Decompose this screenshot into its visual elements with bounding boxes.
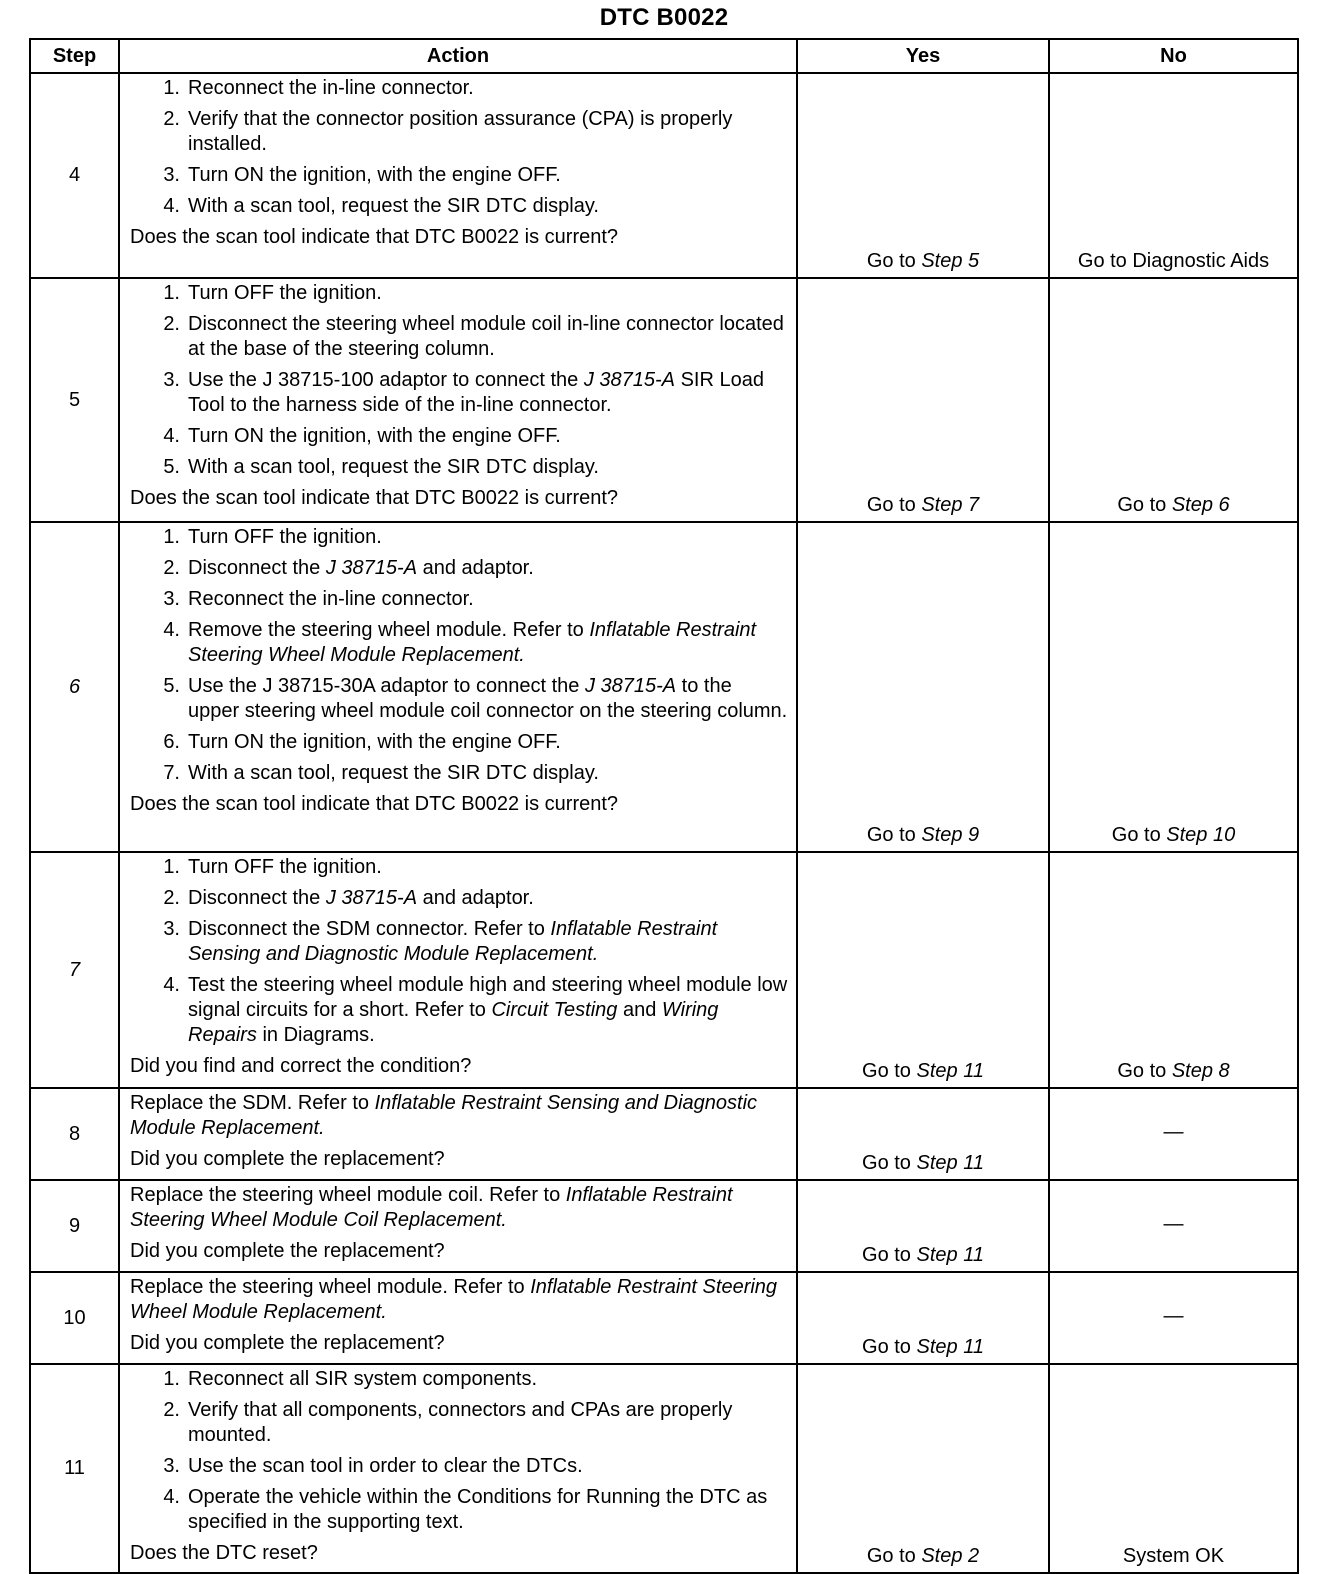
- action-text: Replace the SDM. Refer to: [130, 1092, 375, 1114]
- action-step-number: 2.: [163, 557, 180, 579]
- yes-outcome: [797, 522, 1049, 852]
- action-text: Turn ON the ignition, with the engine OFF.: [188, 164, 561, 186]
- action-step: [130, 917, 788, 967]
- action-text: and adaptor.: [417, 887, 534, 909]
- yes-outcome-text: Go to: [866, 824, 922, 846]
- action-step: [130, 855, 788, 880]
- action-cell: [119, 1272, 797, 1364]
- step-number: 9: [30, 1180, 119, 1272]
- action-step-number: 2.: [163, 108, 180, 130]
- action-step-number: 3.: [163, 164, 180, 186]
- action-step-number: 4.: [163, 1486, 180, 1508]
- yes-outcome-step-link: Step 7: [921, 494, 980, 516]
- yes-outcome-text: Go to: [862, 1152, 917, 1174]
- header-no: No: [1049, 39, 1298, 73]
- action-step-number: 3.: [163, 1455, 180, 1477]
- action-step-number: 2.: [163, 887, 180, 909]
- action-question: Does the DTC reset?: [130, 1542, 318, 1564]
- action-step: [130, 424, 788, 449]
- action-text: Use the scan tool in order to clear the DTCs.: [188, 1455, 583, 1477]
- action-step-number: 5.: [163, 675, 180, 697]
- action-cell: [119, 522, 797, 852]
- page-title: DTC B0022: [599, 4, 729, 31]
- table-row: [30, 73, 1298, 278]
- action-step-number: 1.: [163, 526, 180, 548]
- action-step-text: [188, 1367, 788, 1392]
- action-step-text: [188, 917, 788, 967]
- action-cell: [119, 73, 797, 278]
- no-outcome: [1049, 1364, 1298, 1573]
- action-steps-list: [130, 525, 788, 786]
- yes-outcome-text: Go to: [862, 1060, 917, 1082]
- table-row: [30, 852, 1298, 1088]
- step-number: 4: [30, 73, 119, 278]
- action-text: Use the J 38715-30A adaptor to connect the: [188, 675, 585, 697]
- no-outcome: [1049, 852, 1298, 1088]
- action-text: Operate the vehicle within the Conditions for Running the DTC as specified in the supporting text.: [188, 1486, 768, 1533]
- action-instruction: [130, 1275, 788, 1325]
- action-cell: [119, 278, 797, 522]
- action-text: Use the J 38715-100 adaptor to connect the: [188, 369, 584, 391]
- action-step: [130, 556, 788, 581]
- reference-text: J 38715-A: [583, 369, 676, 391]
- action-text: Disconnect the steering wheel module coil in-line connector located at the base of the steering column.: [188, 313, 784, 360]
- table-row: [30, 1088, 1298, 1180]
- yes-outcome: [797, 278, 1049, 522]
- no-outcome-none: —: [1049, 1088, 1298, 1180]
- yes-outcome-step-link: Step 11: [916, 1060, 984, 1082]
- table-row: [30, 1364, 1298, 1573]
- action-step: [130, 163, 788, 188]
- action-step-number: 1.: [163, 282, 180, 304]
- reference-text: Inflatable Restraint Steering Wheel Module Replacement.: [188, 619, 757, 666]
- no-outcome-step-link: Step 8: [1171, 1060, 1230, 1082]
- action-step-number: 5.: [163, 456, 180, 478]
- action-step-text: [188, 455, 788, 480]
- action-step-text: [188, 1398, 788, 1448]
- action-cell: [119, 1180, 797, 1272]
- action-step-number: 3.: [163, 918, 180, 940]
- yes-outcome: [797, 1272, 1049, 1364]
- yes-outcome: [797, 1088, 1049, 1180]
- yes-outcome: [797, 73, 1049, 278]
- action-step-number: 1.: [163, 1368, 180, 1390]
- action-step-number: 4.: [163, 619, 180, 641]
- action-step-number: 7.: [163, 762, 180, 784]
- action-step: [130, 886, 788, 911]
- no-outcome-text: Go to Diagnostic Aids: [1077, 250, 1270, 272]
- no-outcome-step-link: Step 6: [1171, 494, 1230, 516]
- action-step: [130, 730, 788, 755]
- no-outcome: [1049, 278, 1298, 522]
- header-action: Action: [119, 39, 797, 73]
- action-text: Reconnect all SIR system components.: [188, 1368, 538, 1390]
- step-number: 6: [30, 522, 119, 852]
- reference-text: Inflatable Restraint Steering Wheel Module Coil Replacement.: [130, 1184, 733, 1231]
- action-step-text: [188, 107, 788, 157]
- header-step: Step: [30, 39, 119, 73]
- action-step-text: [188, 368, 788, 418]
- action-step-text: [188, 855, 788, 880]
- action-text: Reconnect the in-line connector.: [188, 77, 474, 99]
- table-row: [30, 278, 1298, 522]
- action-step-text: [188, 674, 788, 724]
- step-number: 8: [30, 1088, 119, 1180]
- action-step-text: [188, 587, 788, 612]
- action-text: to the upper steering wheel module coil connector on the steering column.: [188, 675, 788, 722]
- reference-text: J 38715-A: [325, 887, 418, 909]
- action-step-text: [188, 1454, 788, 1479]
- table-body: [30, 73, 1298, 1573]
- action-cell: [119, 852, 797, 1088]
- action-step: [130, 455, 788, 480]
- yes-outcome-text: Go to: [862, 1336, 917, 1358]
- action-step-number: 2.: [163, 313, 180, 335]
- action-step-text: [188, 76, 788, 101]
- action-step-number: 3.: [163, 369, 180, 391]
- action-text: Remove the steering wheel module. Refer to: [188, 619, 590, 641]
- action-step-text: [188, 424, 788, 449]
- action-step-number: 1.: [163, 77, 180, 99]
- action-question: Did you find and correct the condition?: [130, 1055, 472, 1077]
- action-text: Disconnect the SDM connector. Refer to: [188, 918, 551, 940]
- action-step: [130, 76, 788, 101]
- yes-outcome-step-link: Step 5: [921, 250, 980, 272]
- table-row: [30, 1272, 1298, 1364]
- action-question: Did you complete the replacement?: [130, 1332, 445, 1354]
- action-step-text: [188, 1485, 788, 1535]
- table-row: [30, 1180, 1298, 1272]
- action-step-text: [188, 886, 788, 911]
- no-outcome-none: —: [1049, 1272, 1298, 1364]
- step-number: 10: [30, 1272, 119, 1364]
- reference-text: Wiring Repairs: [188, 999, 719, 1046]
- action-step-text: [188, 730, 788, 755]
- action-step-text: [188, 194, 788, 219]
- no-outcome: [1049, 73, 1298, 278]
- table-row: [30, 522, 1298, 852]
- step-number: 5: [30, 278, 119, 522]
- yes-outcome-step-link: Step 9: [921, 824, 980, 846]
- action-question: Does the scan tool indicate that DTC B0022 is current?: [130, 793, 619, 815]
- action-question: Does the scan tool indicate that DTC B0022 is current?: [130, 226, 619, 248]
- reference-text: Inflatable Restraint Sensing and Diagnostic Module Replacement.: [188, 918, 718, 965]
- reference-text: J 38715-A: [325, 557, 418, 579]
- action-text: SIR Load Tool to the harness side of the in-line connector.: [188, 369, 764, 416]
- header-yes: Yes: [797, 39, 1049, 73]
- action-step-text: [188, 281, 788, 306]
- action-instruction: [130, 1091, 788, 1141]
- action-text: Turn OFF the ignition.: [188, 856, 382, 878]
- action-step: [130, 525, 788, 550]
- action-step: [130, 1367, 788, 1392]
- header-row: [30, 39, 1298, 73]
- action-step-number: 4.: [163, 195, 180, 217]
- yes-outcome-text: Go to: [862, 1244, 917, 1266]
- no-outcome-step-link: Step 10: [1166, 824, 1236, 846]
- no-outcome-text: Go to: [1111, 824, 1167, 846]
- action-step: [130, 107, 788, 157]
- yes-outcome-text: Go to: [866, 250, 922, 272]
- action-text: and: [617, 999, 662, 1021]
- reference-text: Inflatable Restraint Steering Wheel Module Replacement.: [130, 1276, 778, 1323]
- action-step: [130, 618, 788, 668]
- yes-outcome-text: Go to: [866, 1545, 922, 1567]
- action-step: [130, 674, 788, 724]
- step-number: 7: [30, 852, 119, 1088]
- action-text: Replace the steering wheel module coil. Refer to: [130, 1184, 566, 1206]
- no-outcome-none: —: [1049, 1180, 1298, 1272]
- reference-text: Circuit Testing: [491, 999, 618, 1021]
- action-step: [130, 194, 788, 219]
- diagnostic-table: [29, 38, 1299, 1574]
- yes-outcome: [797, 1364, 1049, 1573]
- action-text: With a scan tool, request the SIR DTC display.: [188, 456, 599, 478]
- yes-outcome-step-link: Step 11: [916, 1336, 984, 1358]
- action-step: [130, 973, 788, 1048]
- action-text: Turn OFF the ignition.: [188, 526, 382, 548]
- action-question: Did you complete the replacement?: [130, 1148, 445, 1170]
- action-step: [130, 281, 788, 306]
- action-text: Verify that all components, connectors and CPAs are properly mounted.: [188, 1399, 733, 1446]
- action-text: Replace the steering wheel module. Refer to: [130, 1276, 531, 1298]
- action-step-text: [188, 525, 788, 550]
- action-question: Did you complete the replacement?: [130, 1240, 445, 1262]
- action-step-text: [188, 163, 788, 188]
- no-outcome: [1049, 522, 1298, 852]
- action-text: With a scan tool, request the SIR DTC display.: [188, 195, 599, 217]
- action-cell: [119, 1364, 797, 1573]
- action-steps-list: [130, 281, 788, 480]
- action-step-text: [188, 312, 788, 362]
- action-text: Test the steering wheel module high and steering wheel module low signal circuits for a short. Refer to: [188, 974, 788, 1021]
- action-cell: [119, 1088, 797, 1180]
- action-step-number: 6.: [163, 731, 180, 753]
- action-step-number: 4.: [163, 974, 180, 996]
- action-steps-list: [130, 76, 788, 219]
- action-instruction: [130, 1183, 788, 1233]
- action-steps-list: [130, 1367, 788, 1535]
- no-outcome-text: System OK: [1122, 1545, 1225, 1567]
- action-step: [130, 368, 788, 418]
- action-step: [130, 1398, 788, 1448]
- yes-outcome-step-link: Step 11: [916, 1152, 984, 1174]
- step-number: 11: [30, 1364, 119, 1573]
- action-text: With a scan tool, request the SIR DTC display.: [188, 762, 599, 784]
- action-text: Turn ON the ignition, with the engine OFF.: [188, 731, 561, 753]
- no-outcome-text: Go to: [1117, 494, 1172, 516]
- action-text: Turn OFF the ignition.: [188, 282, 382, 304]
- action-step-text: [188, 556, 788, 581]
- action-step-text: [188, 618, 788, 668]
- reference-text: J 38715-A: [584, 675, 677, 697]
- action-text: in Diagrams.: [256, 1024, 375, 1046]
- action-step: [130, 1485, 788, 1535]
- action-text: and adaptor.: [417, 557, 534, 579]
- action-step-text: [188, 973, 788, 1048]
- action-step: [130, 1454, 788, 1479]
- action-steps-list: [130, 855, 788, 1048]
- action-step-number: 2.: [163, 1399, 180, 1421]
- reference-text: Inflatable Restraint Sensing and Diagnostic Module Replacement.: [130, 1092, 758, 1139]
- action-text: Verify that the connector position assurance (CPA) is properly installed.: [188, 108, 733, 155]
- action-text: Disconnect the: [188, 557, 326, 579]
- no-outcome-text: Go to: [1117, 1060, 1172, 1082]
- yes-outcome-text: Go to: [866, 494, 922, 516]
- action-text: Disconnect the: [188, 887, 326, 909]
- action-step-number: 1.: [163, 856, 180, 878]
- action-text: Turn ON the ignition, with the engine OFF.: [188, 425, 561, 447]
- action-step-number: 4.: [163, 425, 180, 447]
- action-step: [130, 312, 788, 362]
- action-step: [130, 587, 788, 612]
- action-text: Reconnect the in-line connector.: [188, 588, 474, 610]
- action-step: [130, 761, 788, 786]
- action-question: Does the scan tool indicate that DTC B0022 is current?: [130, 487, 619, 509]
- action-step-number: 3.: [163, 588, 180, 610]
- yes-outcome-step-link: Step 2: [921, 1545, 980, 1567]
- yes-outcome-step-link: Step 11: [916, 1244, 984, 1266]
- yes-outcome: [797, 852, 1049, 1088]
- yes-outcome: [797, 1180, 1049, 1272]
- action-step-text: [188, 761, 788, 786]
